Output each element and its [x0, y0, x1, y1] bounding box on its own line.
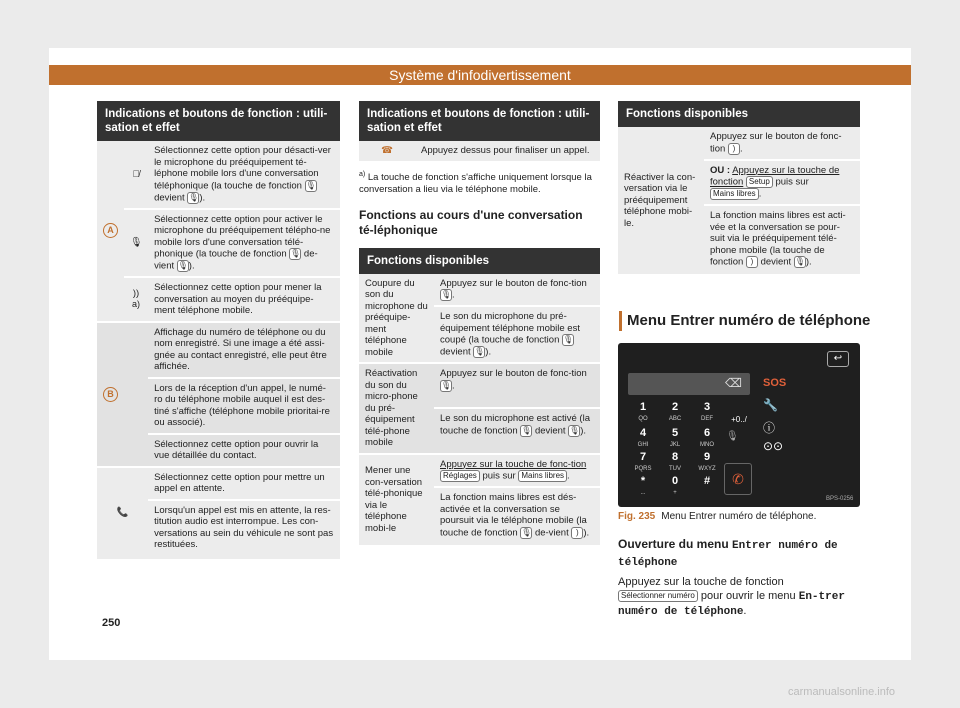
table-heading: Indications et boutons de fonction : utili-sation et effet	[359, 101, 600, 141]
info-icon[interactable]: ⓘ	[763, 421, 776, 435]
table-cell: Appuyez sur le bouton de fonc-tion ) .	[710, 131, 842, 155]
settings-key: Réglages	[440, 470, 480, 482]
mic-off-icon: 🎙	[305, 180, 316, 190]
table-row: Lors de la réception d'un appel, le numé-ro du téléphone mobile auquel il est des-tiné s'affiche (téléphone mobile prioritai-re ou associé).	[154, 382, 330, 429]
key-0[interactable]: 0 +	[671, 475, 679, 496]
table-heading: Indications et boutons de fonction : utili-sation et effet	[97, 101, 340, 141]
group-a-marker: A	[103, 223, 118, 238]
select-number-key: Sélectionner numéro	[618, 590, 698, 602]
voicemail-icon[interactable]: ⊙⊙	[763, 439, 784, 453]
key-6[interactable]: 6 MNO	[700, 427, 714, 448]
group-a-cell	[97, 141, 124, 322]
handsfree-icon: )	[746, 256, 758, 268]
table-row-label: Coupure du son du microphone du prééquipe-ment téléphone mobile	[365, 277, 428, 358]
key-9[interactable]: 9 WXYZ	[698, 451, 716, 472]
phone-dial-screen	[618, 343, 860, 507]
table-row: Sélectionnez cette option pour activer le microphone du prééquipement télépho-ne mobile lors d'une conversation télé-phonique (la touche de fonction 🎙 de-vient 🎙).	[154, 213, 331, 272]
mic-icon: 🎙	[794, 257, 805, 267]
table-cell: La fonction mains libres est acti-vée et la conversation se pour-suit via le prééquipement télé-phone mobile (la touche de fonction ) devient 🎙).	[710, 210, 846, 268]
key-4[interactable]: 4 GHI	[637, 427, 649, 448]
table-row: Sélectionnez cette option pour mener la conversation au moyen du prééquipe-ment téléphone mobile.	[154, 282, 322, 317]
mic-icon: 🎙	[521, 527, 532, 537]
hold-call-icon: 📞	[116, 507, 129, 519]
backspace-icon[interactable]: ⌫	[725, 376, 742, 390]
column-1	[97, 101, 340, 559]
mic-icon: 🎙	[130, 237, 143, 249]
mic-icon[interactable]: 🎙	[726, 431, 739, 442]
mic-icon: 🎙	[188, 192, 199, 202]
function-table	[359, 141, 600, 161]
table-cell: OU : Appuyez sur la touche de fonction Setup puis sur Mains libres .	[710, 164, 840, 200]
back-icon[interactable]: ↩	[827, 351, 849, 367]
table-row: Sélectionnez cette option pour mettre un appel en attente.	[154, 471, 325, 495]
table-row-label: Mener une con-versation télé-phonique via le téléphone mobi-le	[365, 465, 423, 534]
table-cell: Appuyez sur le bouton de fonc-tion 🎙.	[440, 368, 587, 392]
key-star[interactable]: * ...	[640, 475, 646, 496]
chapter-header: Système d'infodivertissement	[49, 65, 911, 85]
key-8[interactable]: 8 TUV	[669, 451, 681, 472]
setup-key: Setup	[746, 176, 773, 188]
mic-off-icon: 🎙̸	[132, 168, 140, 180]
group-b-marker: B	[103, 387, 118, 402]
mic-icon: 🎙	[290, 249, 301, 259]
handsfree-icon: )) a)	[132, 287, 141, 310]
table-row: Lorsqu'un appel est mis en attente, la res-titution audio est interrompue. Les con-versations au sein du véhicule ne sont pas restituées.	[154, 504, 334, 551]
table-cell: La fonction mains libres est dés-activée et la conversation se poursuit via le téléphone mobile (la touche de fonction 🎙 de-vient ) ).	[440, 492, 590, 539]
figure-caption: Fig. 235 Menu Entrer numéro de téléphone.	[618, 511, 817, 522]
column-2	[359, 101, 600, 545]
table-cell: Le son du microphone du pré-équipement téléphone mobile est coupé (la touche de fonction 🎙 devient 🎙).	[440, 311, 580, 358]
wrench-icon[interactable]: 🔧	[763, 398, 778, 412]
subheading: Fonctions au cours d'une conversation té-léphonique	[359, 207, 583, 237]
key-2[interactable]: 2 ABC	[668, 401, 682, 422]
key-hash[interactable]: #	[703, 475, 711, 487]
mic-icon: 🎙	[521, 425, 532, 435]
page-number: 250	[102, 617, 121, 629]
figure-code: BPS-0256	[826, 496, 854, 502]
handsfree-icon: )	[728, 143, 740, 155]
group-b-cell	[97, 322, 124, 467]
column-3	[618, 101, 860, 274]
mic-off-icon: 🎙	[441, 290, 452, 300]
body-text: Ouverture du menu Entrer numéro de téléphone Appuyez sur la touche de fonction Sélectionner numéro pour ouvrir le menu En-trer numéro de téléphone.	[618, 537, 845, 618]
mic-icon: 🎙	[441, 380, 452, 390]
key-5[interactable]: 5 JKL	[669, 427, 681, 448]
table-cell: Appuyez sur la touche de fonc-tion Réglages puis sur Mains libres .	[440, 458, 587, 482]
mic-off-icon: 🎙	[569, 425, 580, 435]
key-7[interactable]: 7 PQRS	[634, 451, 652, 472]
handsfree-icon: )	[571, 527, 583, 539]
table-cell: Appuyez sur le bouton de fonc-tion 🎙.	[440, 277, 587, 301]
table-row-label: Réactiver la con-versation via le prééquipement téléphone mobi-le.	[624, 171, 696, 229]
call-button[interactable]: ✆	[724, 463, 752, 495]
functions-table	[359, 274, 600, 545]
key-3[interactable]: 3 DEF	[701, 401, 713, 422]
footnote: $^{a)}$ La touche de fonction s'affiche uniquement lorsque la conversation a lieu via le téléphone mobile.	[359, 170, 592, 195]
table-row: Sélectionnez cette option pour ouvrir la vue détaillée du contact.	[154, 438, 319, 462]
table-heading: Fonctions disponibles	[359, 248, 600, 274]
sos-button[interactable]: SOS	[763, 377, 787, 389]
functions-table	[618, 127, 860, 274]
function-table	[97, 141, 340, 559]
handsfree-key: Mains libres	[710, 188, 759, 200]
table-row: Sélectionnez cette option pour désacti-ver le microphone du prééquipement té-léphone mobile lors d'une conversation téléphonique (la touche de fonction 🎙 devient 🎙).	[154, 145, 331, 204]
table-row: Affichage du numéro de téléphone ou du nom enregistré. Si une image a été assi-gnée au contact enregistré, elle peut être affichée.	[154, 326, 327, 373]
end-call-icon: ☎	[381, 145, 393, 156]
mic-off-icon: 🎙	[177, 261, 188, 271]
plus-key[interactable]: +0../	[731, 415, 747, 424]
table-cell: Le son du microphone est activé (la touche de fonction 🎙 devient 🎙).	[440, 413, 590, 437]
table-row: Appuyez dessus pour finaliser un appel.	[421, 145, 590, 156]
table-heading: Fonctions disponibles	[618, 101, 860, 127]
handsfree-key: Mains libres	[518, 470, 567, 482]
key-1[interactable]: 1 QO	[638, 401, 648, 422]
mic-off-icon: 🎙	[563, 335, 574, 345]
section-title: Menu Entrer numéro de téléphone	[619, 311, 870, 331]
mic-icon: 🎙	[474, 347, 485, 357]
table-row-label: Réactivation du son du micro-phone du pré-équipement télé-phone mobile	[365, 368, 418, 449]
watermark: carmanualsonline.info	[788, 686, 896, 698]
